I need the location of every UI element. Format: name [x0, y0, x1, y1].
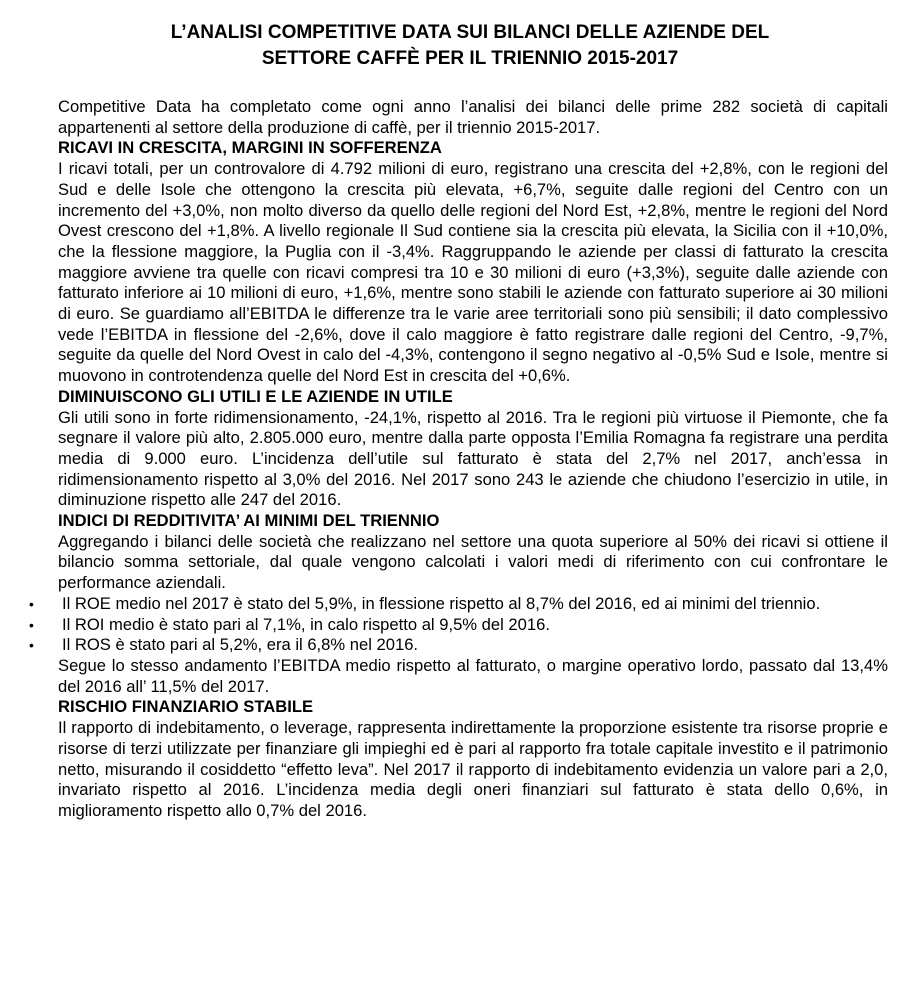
section-text-redditivita: Aggregando i bilanci delle società che realizzano nel settore una quota superiore al 50% dei ricavi si ottiene il bilancio somma settoriale, dal quale vengono calcolati i valori medi di riferimento con cui confrontare le performance aziendali.: [58, 531, 888, 593]
list-item-roi: [29, 614, 888, 636]
document-body: [29, 97, 888, 822]
indicator-list: [29, 593, 888, 656]
list-item-text: Il ROI medio è stato pari al 7,1%, in calo rispetto al 9,5% del 2016.: [62, 614, 550, 634]
document-title: [40, 20, 900, 72]
bullet-icon: •: [29, 595, 34, 612]
section-text-ricavi: I ricavi totali, per un controvalore di 4.792 milioni di euro, registrano una crescita del +2,8%, con le regioni del Sud e delle Isole che ottengono la crescita più elevata, +6,7%, seguite dalle regioni del Centro con un incremento del +3,0%, non molto diverso da quello delle regioni del Nord Est, +2,8%, mentre le regioni del Nord Ovest crescono del +1,8%. A livello regionale Il Sud contiene sia la crescita più elevata, la Sicilia con il +10,0%, che la flessione maggiore, la Puglia con il -3,4%. Raggruppando le aziende per classi di fatturato la crescita maggiore avviene tra quelle con ricavi compresi tra 10 e 30 milioni di euro (+3,3%), seguite dalle aziende con fatturato inferiore ai 10 milioni di euro, +1,6%, mentre sono stabili le aziende con fatturato superiore ai 30 milioni di euro. Se guardiamo all’EBITDA le differenze tra le varie aree territoriali sono più sensibili; il dato complessivo vede l’EBITDA in flessione del -2,6%, dove il calo maggiore è fatto registrare dalle regioni del Centro, -9,7%, seguite da quelle del Nord Ovest in calo del -4,3%, contengono il segno negativo al -0,5% Sud e Isole, mentre si muovono in controtendenza quelle del Nord Est in crescita del +0,6%.: [58, 159, 888, 386]
section-heading-redditivita: INDICI DI REDDITIVITA’ AI MINIMI DEL TRIENNIO: [58, 511, 440, 531]
bullet-icon: •: [29, 637, 34, 654]
list-item-text: Il ROS è stato pari al 5,2%, era il 6,8% nel 2016.: [62, 635, 419, 655]
list-item-ros: [29, 635, 888, 656]
section-after-text-redditivita: Segue lo stesso andamento l’EBITDA medio rispetto al fatturato, o margine operativo lordo, passato dal 13,4% del 2016 all’ 11,5% del 2017.: [58, 655, 888, 696]
list-item-roe: [29, 593, 888, 615]
section-text-rischio: Il rapporto di indebitamento, o leverage, rappresenta indirettamente la proporzione esistente tra risorse proprie e risorse di terzi utilizzate per finanziare gli impieghi ed è pari al rapporto fra totale capitale investito e il patrimonio netto, misurando il cosiddetto “effetto leva”. Nel 2017 il rapporto di indebitamento evidenzia un valore pari a 2,0, invariato rispetto al 2016. L’incidenza media degli oneri finanziari sul fatturato è stata dello 0,6%, in miglioramento rispetto allo 0,7% del 2016.: [58, 718, 888, 820]
title-line-2: SETTORE CAFFÈ PER IL TRIENNIO 2015-2017: [261, 48, 679, 69]
title-line-1: L’ANALISI COMPETITIVE DATA SUI BILANCI DELLE AZIENDE DEL: [170, 22, 770, 43]
section-heading-ricavi: RICAVI IN CRESCITA, MARGINI IN SOFFERENZA: [58, 138, 442, 158]
intro-paragraph: Competitive Data ha completato come ogni anno l’analisi dei bilanci delle prime 282 società di capitali appartenenti al settore della produzione di caffè, per il triennio 2015-2017.: [58, 97, 888, 137]
section-heading-utili: DIMINUISCONO GLI UTILI E LE AZIENDE IN UTILE: [58, 386, 453, 406]
section-heading-rischio: RISCHIO FINANZIARIO STABILE: [58, 697, 314, 717]
list-item-text: Il ROE medio nel 2017 è stato del 5,9%, in flessione rispetto al 8,7% del 2016, ed ai minimi del triennio.: [62, 593, 821, 613]
section-text-utili: Gli utili sono in forte ridimensionamento, -24,1%, rispetto al 2016. Tra le regioni più virtuose il Piemonte, che fa segnare il valore più alto, 2.805.000 euro, mentre dalla parte opposta l’Emilia Romagna fa registrare una perdita media di 9.000 euro. L’incidenza dell’utile sul fatturato è stata del 2,7% nel 2017, anch’essa in ridimensionamento rispetto al 3,0% del 2016. Nel 2017 sono 243 le aziende che chiudono l’esercizio in utile, in diminuzione rispetto alle 247 del 2016.: [58, 407, 888, 510]
bullet-icon: •: [29, 616, 34, 633]
